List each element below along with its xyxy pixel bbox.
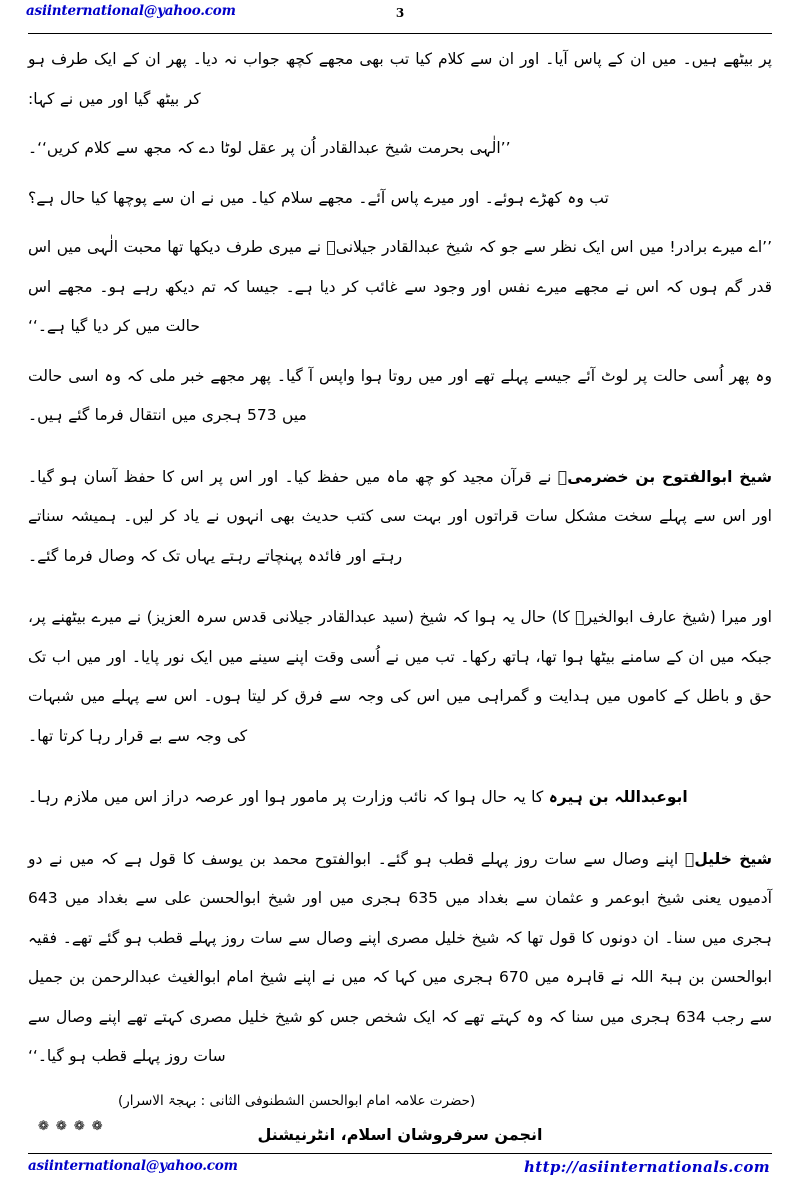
paragraph-9-abu-abdullah-bin-hubaira: [28, 778, 772, 818]
footer-links: [28, 1158, 772, 1180]
ornament-glyph: ❁: [73, 1118, 92, 1134]
header-divider: [28, 33, 772, 34]
paragraph-7-shaykh-abul-futuh: [28, 458, 772, 577]
paragraph-10-shaykh-khalil: [28, 840, 772, 1077]
ornament-glyph: ❁: [55, 1118, 74, 1134]
paragraph-6: وہ پھر اُسی حالت پر لوٹ آئے جیسے پہلے تھے اور میں روتا ہوا واپس آ گیا۔ پھر مجھے خبر ملی کہ وہ اسی حالت میں 573 ہجری میں انتقال فرما گئے ہیں۔: [28, 366, 772, 425]
footer-divider: [28, 1153, 772, 1154]
ornament-glyph: ❁: [91, 1118, 110, 1134]
ornament-glyph: ❁: [38, 1118, 56, 1134]
bold-lead-name-abul-futuh: شیخ ابوالفتوح بن خضرمیؒ: [557, 467, 772, 486]
footer-website-url[interactable]: http://asiinternationals.com: [523, 1158, 770, 1176]
page-number: 3: [395, 6, 405, 20]
paragraph-8-shaykh-arif-abul-khair: اور میرا (شیخ عارف ابوالخیرؒ کا) حال یہ ہوا کہ شیخ (سید عبدالقادر جیلانی قدس سرہ العزیز) نے میرے بیٹھنے پر، جبکہ میں ان کے سامنے بیٹھا ہوا تھا، ہاتھ رکھا۔ تب میں نے اُسی وقت اپنے سینے میں ایک نور پایا۔ اور میں اب تک حق و باطل کے کاموں میں ہدایت و گمراہی میں اس کی وجہ سے فرق کر لیتا ہوں۔ اس سے پہلے میں شبہات کی وجہ سے بے قرار رہا کرتا تھا۔: [28, 608, 772, 745]
paragraph-1: پر بیٹھے ہیں۔ میں ان کے پاس آیا۔ اور ان سے کلام کیا تب بھی مجھے کچھ جواب نہ دیا۔ پھر ان کے ایک طرف ہو کر بیٹھ گیا اور میں نے کہا:: [28, 50, 772, 108]
header-email: asiinternational@yahoo.com: [26, 3, 236, 19]
bold-lead-name-abu-abdullah: ابوعبداللہ بن ہیرہ: [548, 788, 688, 807]
source-citation: (حضرت علامہ امام ابوالحسن الشطنوفی الثانی : بہجۃ الاسرار): [118, 1092, 476, 1109]
footer-organization-name: انجمن سرفروشان اسلام، انٹرنیشنل: [257, 1125, 543, 1144]
footer-email[interactable]: asiinternational@yahoo.com: [28, 1158, 238, 1174]
document-body: [28, 40, 772, 1140]
bold-lead-name-shaykh-khalil: شیخ خلیلؒ: [685, 849, 772, 868]
paragraph-3: تب وہ کھڑے ہوئے۔ اور میرے پاس آئے۔ مجھے سلام کیا۔ میں نے ان سے پوچھا کیا حال ہے؟: [28, 188, 609, 207]
paragraph-10-text: اپنے وصال سے سات روز پہلے قطب ہو گئے۔ ابوالفتوح محمد بن یوسف کا قول ہے کہ میں نے دو آدمیوں یعنی شیخ ابوعمر و عثمان سے بغداد میں 635 ہجری میں اور شیخ ابوالحسن علی سے بغداد میں 643 ہجری میں سنا۔ ان دونوں کا قول تھا کہ شیخ خلیل مصری اپنے وصال سے سات روز پہلے قطب ہو گئے تھے۔ فقیہ ابوالحسن بن ہبۃ اللہ نے قاہرہ میں 670 ہجری میں کہا کہ میں نے اپنے شیخ امام ابوالغیث عبدالرحمن بن جمیل سے رجب 634 ہجری میں سنا کہ وہ کہتے تھے کہ ایک شخص جس کو شیخ خلیل مصری کہتے تھے اپنے وصال سے سات روز پہلے قطب ہو گیا۔‘‘: [28, 849, 772, 1066]
paragraph-2: ’’الٰہی بحرمت شیخ عبدالقادر اُن پر عقل لوٹا دے کہ مجھ سے کلام کریں‘‘۔: [28, 139, 511, 158]
paragraph-7-text: نے قرآن مجید کو چھ ماہ میں حفظ کیا۔ اور اس پر اس کا حفظ آسان ہو گیا۔ اور اس سے پہلے سخت مشکل سات قراتوں اور بہت سی کتب حدیث بھی انہوں نے یاد کر لیں۔ ہمیشہ سناتے رہتے اور فائدہ پہنچاتے رہتے یہاں تک کہ وصال فرما گئے۔: [28, 467, 772, 565]
paragraph-5: ’’اے میرے برادر! میں اس ایک نظر سے جو کہ شیخ عبدالقادر جیلانیؒ نے میری طرف دیکھا تھا محبت الٰہی میں اس قدر گم ہوں کہ اس نے مجھے میرے نفس اور وجود سے غائب کر دیا ہے۔ جیسا کہ تم دیکھ رہے ہو۔ مجھے اس حالت میں کر دیا گیا ہے۔‘‘: [28, 238, 772, 336]
page-header: [0, 0, 800, 34]
paragraph-9-text: کا یہ حال ہوا کہ نائب وزارت پر مامور ہوا اور عرصہ دراز اس میں ملازم رہا۔: [28, 788, 544, 807]
